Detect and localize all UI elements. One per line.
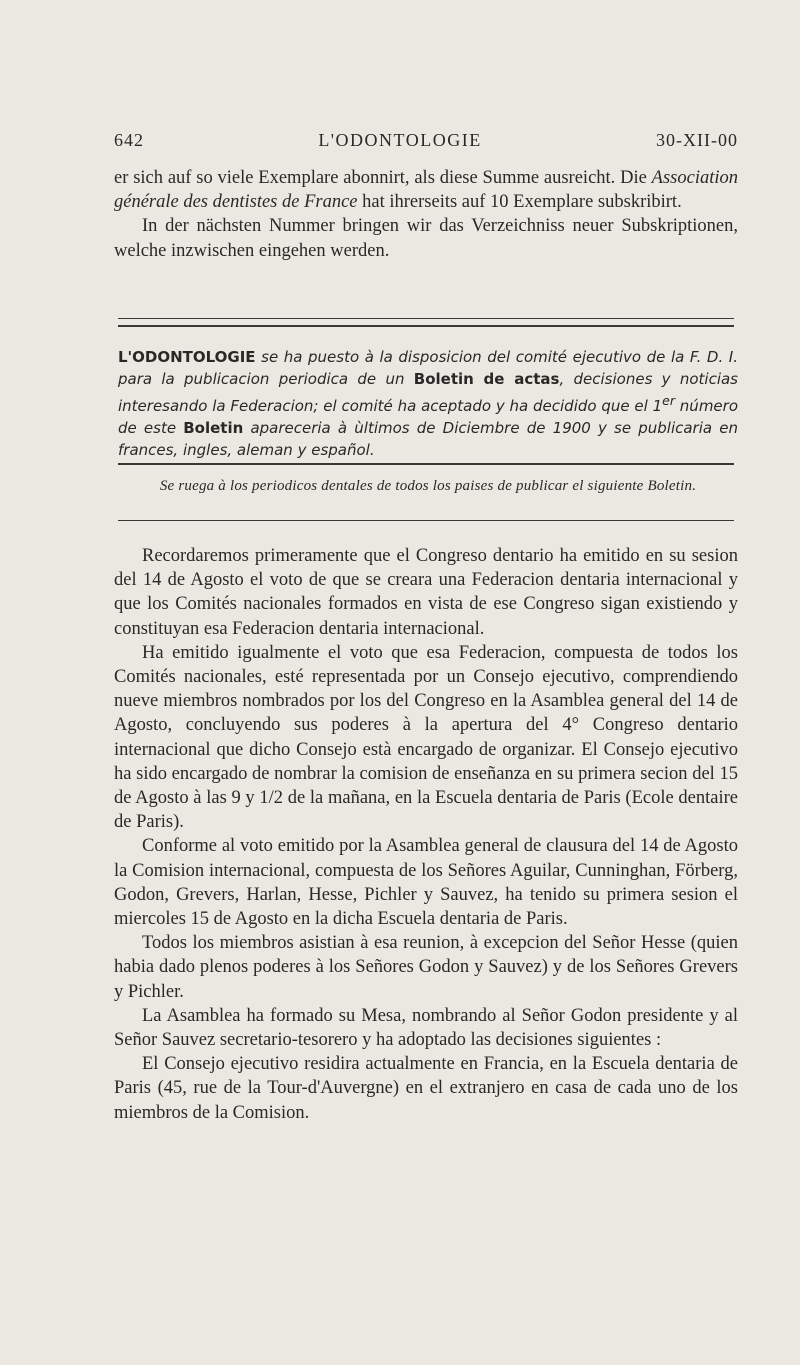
association-name: Association générale des dentistes de France: [114, 168, 739, 213]
issue-date: 30-XII-00: [656, 130, 738, 150]
publication-request: Se ruega à los periodicos dentales de todos los paises de publicar el siguiente Boletin.: [159, 478, 697, 494]
journal-name: L'ODONTOLOGIE: [118, 348, 256, 366]
body-paragraph: La Asamblea ha formado su Mesa, nombrando al Señor Godon presidente y al Señor Sauvez secretario-tesorero y ha adoptado las decisiones siguientes :: [114, 1005, 738, 1051]
body-paragraph: Recordaremos primeramente que el Congreso dentario ha emitido en su sesion del 14 de Agosto el voto de que se creara una Federacion dentaria internacional y que los Comités nacionales formados en vista de ese Congreso sigan existiendo y constituyan esa Federacion dentaria internacional.: [114, 546, 738, 639]
bulletin-body: [114, 544, 738, 1125]
body-paragraph: Conforme al voto emitido por la Asamblea general de clausura del 14 de Agosto la Comision internacional, compuesta de los Señores Aguilar, Cunninghan, Förberg, Godon, Grevers, Harlan, Hesse, Pichler y Sauvez, ha tenido su primera sesion el miercoles 15 de Agosto en la dicha Escuela dentaria de Paris.: [114, 836, 738, 930]
rule-divider: [118, 463, 734, 465]
publication-notice: [118, 346, 738, 461]
text-line: er sich auf so viele Exemplare abonnirt, als diese Summe ausreicht.: [114, 168, 616, 188]
body-paragraph: El Consejo ejecutivo residira actualmente en Francia, en la Escuela dentaria de Paris (45, rue de la Tour-d'Auvergne) en el extranjero en casa de cada uno de los miembros de la Comision.: [114, 1054, 738, 1123]
boletin-label: Boletin de actas: [413, 370, 560, 388]
boletin-label: Boletin: [183, 419, 244, 437]
german-paragraph-2: In der nächsten Nummer bringen wir das Verzeichniss neuer Subskriptionen, welche inzwischen eingehen werden.: [114, 216, 738, 261]
running-header: [114, 130, 738, 151]
text-span: Die: [620, 168, 652, 188]
body-paragraph: Ha emitido igualmente el voto que esa Federacion, compuesta de todos los Comités nacionales, esté representada por un Consejo ejecutivo, comprendiendo nueve miembros nombrados por los del Congreso en la Asamblea general del 14 de Agosto, concluyendo sus poderes à la apertura del 4° Congreso dentario internacional que dicho Consejo està encargado de organizar. El Consejo ejecutivo ha sido encargado de nombrar la comision de enseñanza en su primera secion del 15 de Agosto à las 9 y 1/2 de la mañana, en la Escuela dentaria de Paris (Ecole dentaire de Paris).: [114, 642, 738, 833]
body-paragraph: Todos los miembros asistian à esa reunion, à excepcion del Señor Hesse (quien habia dado plenos poderes à los Señores Godon y Sauvez) y de los Señores Grevers y Pichler.: [114, 933, 738, 1002]
rule-divider: [118, 520, 734, 521]
ordinal-suffix: er: [662, 393, 675, 408]
german-section: [114, 166, 738, 263]
page-number: 642: [114, 130, 144, 150]
double-rule-divider: [118, 318, 734, 327]
text-span: número de este: [118, 397, 738, 437]
text-span: , decisiones y noticias interesando la Federacion; el comité ha aceptado y ha decidido que el 1: [118, 370, 738, 415]
text-span: se ha puesto à la disposicion del comité ejecutivo de la F. D. I. para la publicacion periodica de un: [118, 348, 738, 388]
german-paragraph-1: [114, 166, 738, 214]
running-title: L'ODONTOLOGIE: [318, 130, 482, 150]
text-span: hat ihrerseits auf 10 Exemplare subskribirt.: [357, 192, 682, 213]
text-span: apareceria à ùltimos de Diciembre de 1900 y se publicaria en frances, ingles, aleman y español.: [118, 419, 738, 459]
